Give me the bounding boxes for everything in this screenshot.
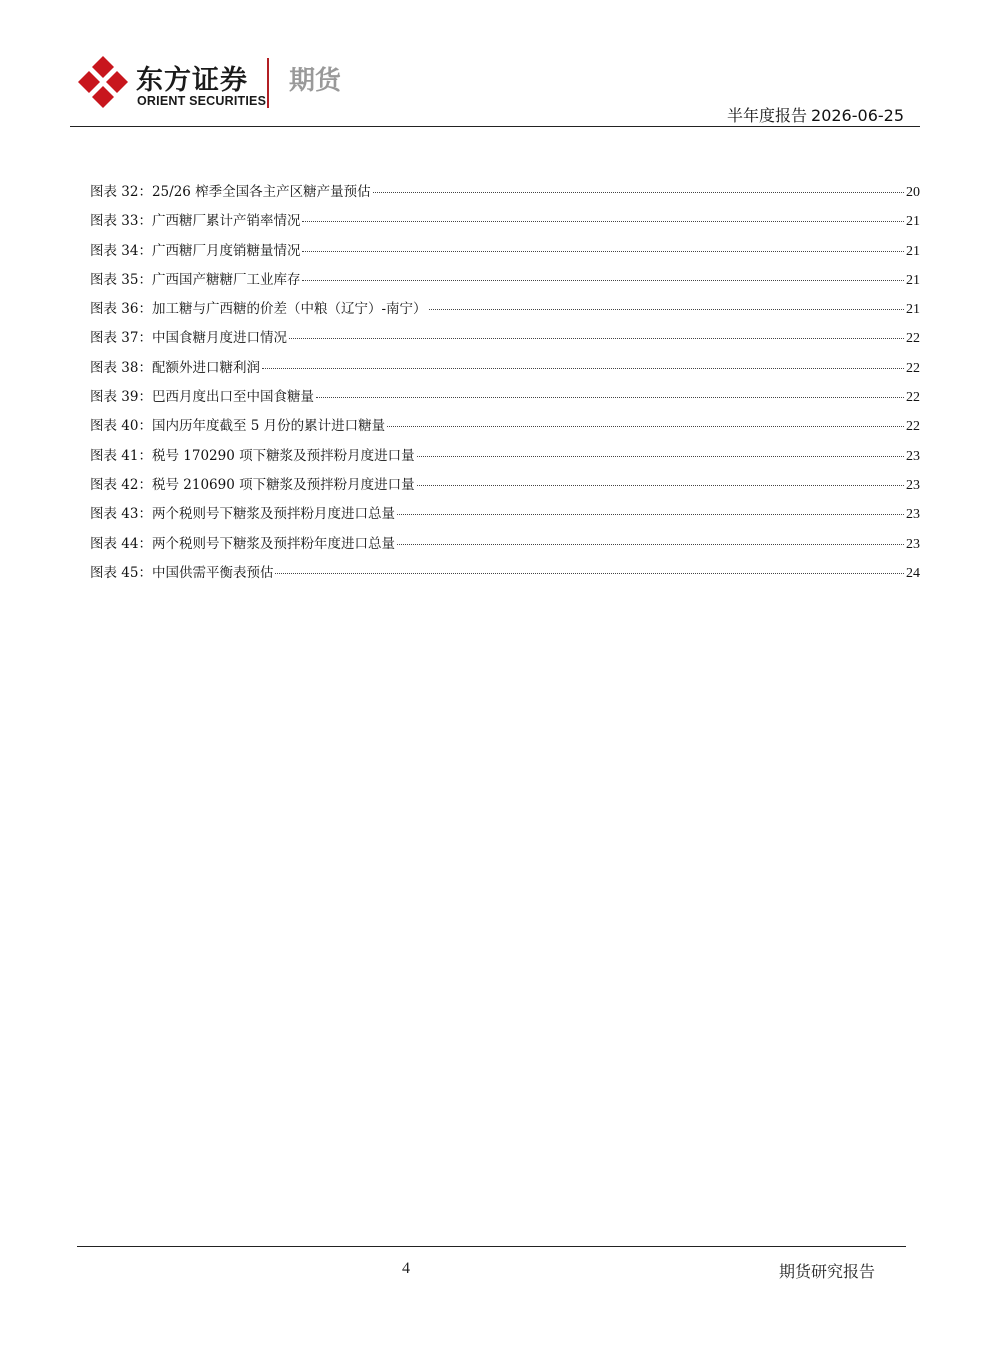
- toc-entry-page: 21: [906, 302, 920, 318]
- toc-leader-dots: [397, 544, 904, 545]
- toc-entry[interactable]: [90, 561, 920, 590]
- toc-entry[interactable]: [90, 532, 920, 561]
- toc-leader-dots: [429, 309, 904, 310]
- toc-leader-dots: [373, 192, 904, 193]
- toc-leader-dots: [417, 456, 904, 457]
- toc-entry-page: 24: [906, 565, 920, 581]
- toc-entry[interactable]: [90, 502, 920, 531]
- toc-entry[interactable]: [90, 473, 920, 502]
- footer-rule: [77, 1246, 906, 1247]
- toc-entry-label: 图表 44：两个税则号下糖浆及预拌粉年度进口总量: [90, 535, 395, 552]
- toc-entry[interactable]: [90, 180, 920, 209]
- toc-entry-page: 22: [906, 331, 920, 347]
- toc-leader-dots: [417, 485, 904, 486]
- toc-entry-page: 23: [906, 477, 920, 493]
- toc-entry-label: 图表 39：巴西月度出口至中国食糖量: [90, 389, 314, 406]
- figure-table-of-contents: [90, 180, 920, 590]
- toc-leader-dots: [275, 573, 904, 574]
- orient-securities-logo-icon: [78, 56, 128, 108]
- toc-entry[interactable]: [90, 444, 920, 473]
- toc-entry-page: 23: [906, 536, 920, 552]
- brand-subtitle: 期货: [289, 66, 342, 96]
- toc-entry-page: 23: [906, 507, 920, 523]
- toc-entry[interactable]: [90, 414, 920, 443]
- toc-leader-dots: [387, 426, 904, 427]
- toc-leader-dots: [302, 221, 904, 222]
- toc-entry-page: 23: [906, 448, 920, 464]
- page-number: 4: [402, 1260, 410, 1277]
- toc-entry-page: 22: [906, 390, 920, 406]
- toc-entry-label: 图表 45：中国供需平衡表预估: [90, 564, 274, 581]
- footer-note: 期货研究报告: [778, 1262, 875, 1281]
- report-date: 2026-06-25: [811, 106, 904, 125]
- report-type-date: [723, 103, 904, 126]
- toc-leader-dots: [397, 514, 904, 515]
- toc-entry-label: 图表 41：税号 170290 项下糖浆及预拌粉月度进口量: [90, 447, 415, 464]
- brand-name-en: ORIENT SECURITIES: [137, 94, 267, 108]
- toc-entry[interactable]: [90, 297, 920, 326]
- toc-entry-page: 22: [906, 360, 920, 376]
- toc-entry[interactable]: [90, 326, 920, 355]
- toc-leader-dots: [289, 338, 904, 339]
- toc-entry-label: 图表 43：两个税则号下糖浆及预拌粉月度进口总量: [90, 506, 395, 523]
- toc-entry-label: 图表 37：中国食糖月度进口情况: [90, 330, 287, 347]
- toc-entry[interactable]: [90, 239, 920, 268]
- header-rule: [70, 126, 920, 127]
- report-type: 半年度报告: [727, 106, 808, 125]
- toc-entry-label: 图表 36：加工糖与广西糖的价差（中粮（辽宁）-南宁）: [90, 301, 427, 318]
- toc-leader-dots: [316, 397, 904, 398]
- brand-divider: [267, 58, 269, 108]
- toc-entry-label: 图表 33：广西糖厂累计产销率情况: [90, 213, 301, 230]
- toc-entry[interactable]: [90, 209, 920, 238]
- toc-entry[interactable]: [90, 356, 920, 385]
- toc-entry[interactable]: [90, 268, 920, 297]
- toc-leader-dots: [302, 251, 904, 252]
- toc-entry[interactable]: [90, 385, 920, 414]
- toc-entry-label: 图表 42：税号 210690 项下糖浆及预拌粉月度进口量: [90, 476, 415, 493]
- toc-entry-page: 21: [906, 272, 920, 288]
- toc-entry-page: 21: [906, 214, 920, 230]
- toc-entry-label: 图表 34：广西糖厂月度销糖量情况: [90, 242, 301, 259]
- toc-entry-label: 图表 40：国内历年度截至 5 月份的累计进口糖量: [90, 418, 386, 435]
- toc-entry-page: 22: [906, 419, 920, 435]
- brand-name-cn: 东方证券: [136, 65, 248, 96]
- page-header: [0, 0, 992, 130]
- toc-entry-page: 21: [906, 243, 920, 259]
- toc-leader-dots: [302, 280, 904, 281]
- toc-entry-page: 20: [906, 185, 920, 200]
- toc-entry-label: 图表 32：25/26 榨季全国各主产区糖产量预估: [90, 184, 371, 200]
- toc-leader-dots: [262, 368, 904, 369]
- toc-entry-label: 图表 35：广西国产糖糖厂工业库存: [90, 271, 301, 288]
- toc-entry-label: 图表 38：配额外进口糖利润: [90, 359, 260, 376]
